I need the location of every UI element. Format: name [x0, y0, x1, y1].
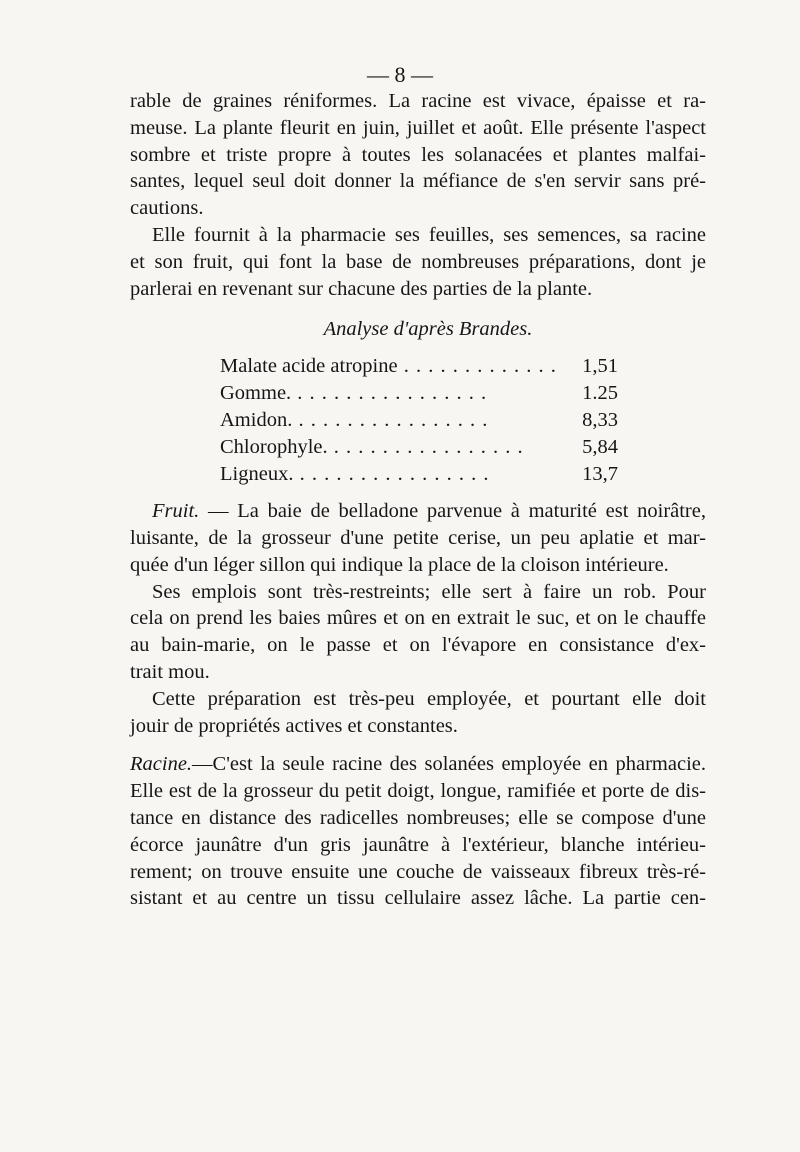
text-line: rement; on trouve ensuite une couche de vaisseaux fibreux très-ré-: [130, 860, 706, 883]
analysis-row: [220, 434, 618, 461]
analysis-row: [220, 461, 618, 488]
analysis-value: 13,7: [582, 463, 618, 486]
text-line: luisante, de la grosseur d'une petite cerise, un peu aplatie et mar-: [130, 526, 706, 549]
text-line: quée d'un léger sillon qui indique la place de la cloison intérieure.: [130, 553, 669, 576]
paragraph-fruit: [130, 498, 706, 578]
analysis-label: Gomme. . .: [220, 380, 562, 407]
analysis-row: [220, 407, 618, 434]
paragraph-preparation: [130, 686, 706, 740]
fruit-heading: Fruit.: [152, 500, 200, 523]
text-line: cautions.: [130, 197, 204, 220]
text-line: Elle fournit à la pharmacie ses feuilles, ses semences, sa racine: [152, 223, 706, 246]
analysis-value: 8,33: [582, 409, 618, 432]
paragraph-pharmacy: [130, 222, 706, 302]
fruit-first-line: — La baie de belladone parvenue à maturité est noirâtre,: [199, 500, 706, 523]
analysis-value: 1.25: [582, 382, 618, 405]
text-line: [130, 498, 706, 525]
analysis-label: Chlorophyle. . .: [220, 434, 562, 461]
racine-heading: Racine.: [130, 753, 193, 776]
analysis-value: 1,51: [582, 355, 618, 378]
text-line: jouir de propriétés actives et constantes.: [130, 714, 458, 737]
text-line: parlerai en revenant sur chacune des parties de la plante.: [130, 277, 593, 300]
text-line: sombre et triste propre à toutes les solanacées et plantes malfai-: [130, 143, 706, 166]
body-text: [130, 88, 706, 912]
analysis-table: [220, 353, 618, 488]
text-line: sistant et au centre un tissu cellulaire assez lâche. La partie cen-: [130, 887, 706, 910]
analysis-label: Amidon. . .: [220, 407, 562, 434]
analysis-label: Malate acide atropine . .: [220, 353, 562, 380]
text-line: [130, 751, 706, 778]
paragraph-racine: [130, 751, 706, 912]
text-line: santes, lequel seul doit donner la méfiance de s'en servir sans pré-: [130, 170, 706, 193]
text-line: cela on prend les baies mûres et on en extrait le suc, et on le chauffe: [130, 607, 706, 630]
page-number: — 8 —: [367, 62, 433, 87]
analysis-value: 5,84: [582, 436, 618, 459]
racine-first-line: —C'est la seule racine des solanées employée en pharmacie.: [192, 753, 706, 776]
analysis-label: Ligneux. . .: [220, 461, 562, 488]
text-line: et son fruit, qui font la base de nombreuses préparations, dont je: [130, 250, 706, 273]
analysis-row: [220, 353, 618, 380]
spacer: [130, 739, 706, 751]
text-line: rable de graines réniformes. La racine est vivace, épaisse et ra-: [130, 90, 706, 112]
text-line: au bain-marie, on le passe et on l'évapore en consistance d'ex-: [130, 634, 706, 657]
text-line: meuse. La plante fleurit en juin, juillet et août. Elle présente l'aspect: [130, 116, 706, 139]
paragraph-description: [130, 88, 706, 222]
analysis-row: [220, 380, 618, 407]
analysis-title: Analyse d'après Brandes.: [323, 318, 533, 341]
text-line: écorce jaunâtre d'un gris jaunâtre à l'extérieur, blanche intérieu-: [130, 833, 706, 856]
text-line: tance en distance des radicelles nombreuses; elle se compose d'une: [130, 806, 706, 829]
paragraph-emplois: [130, 579, 706, 686]
text-line: Cette préparation est très-peu employée, et pourtant elle doit: [152, 687, 706, 710]
text-line: trait mou.: [130, 660, 210, 683]
text-line: Elle est de la grosseur du petit doigt, longue, ramifiée et porte de dis-: [130, 780, 706, 803]
text-line: Ses emplois sont très-restreints; elle sert à faire un rob. Pour: [152, 580, 706, 603]
